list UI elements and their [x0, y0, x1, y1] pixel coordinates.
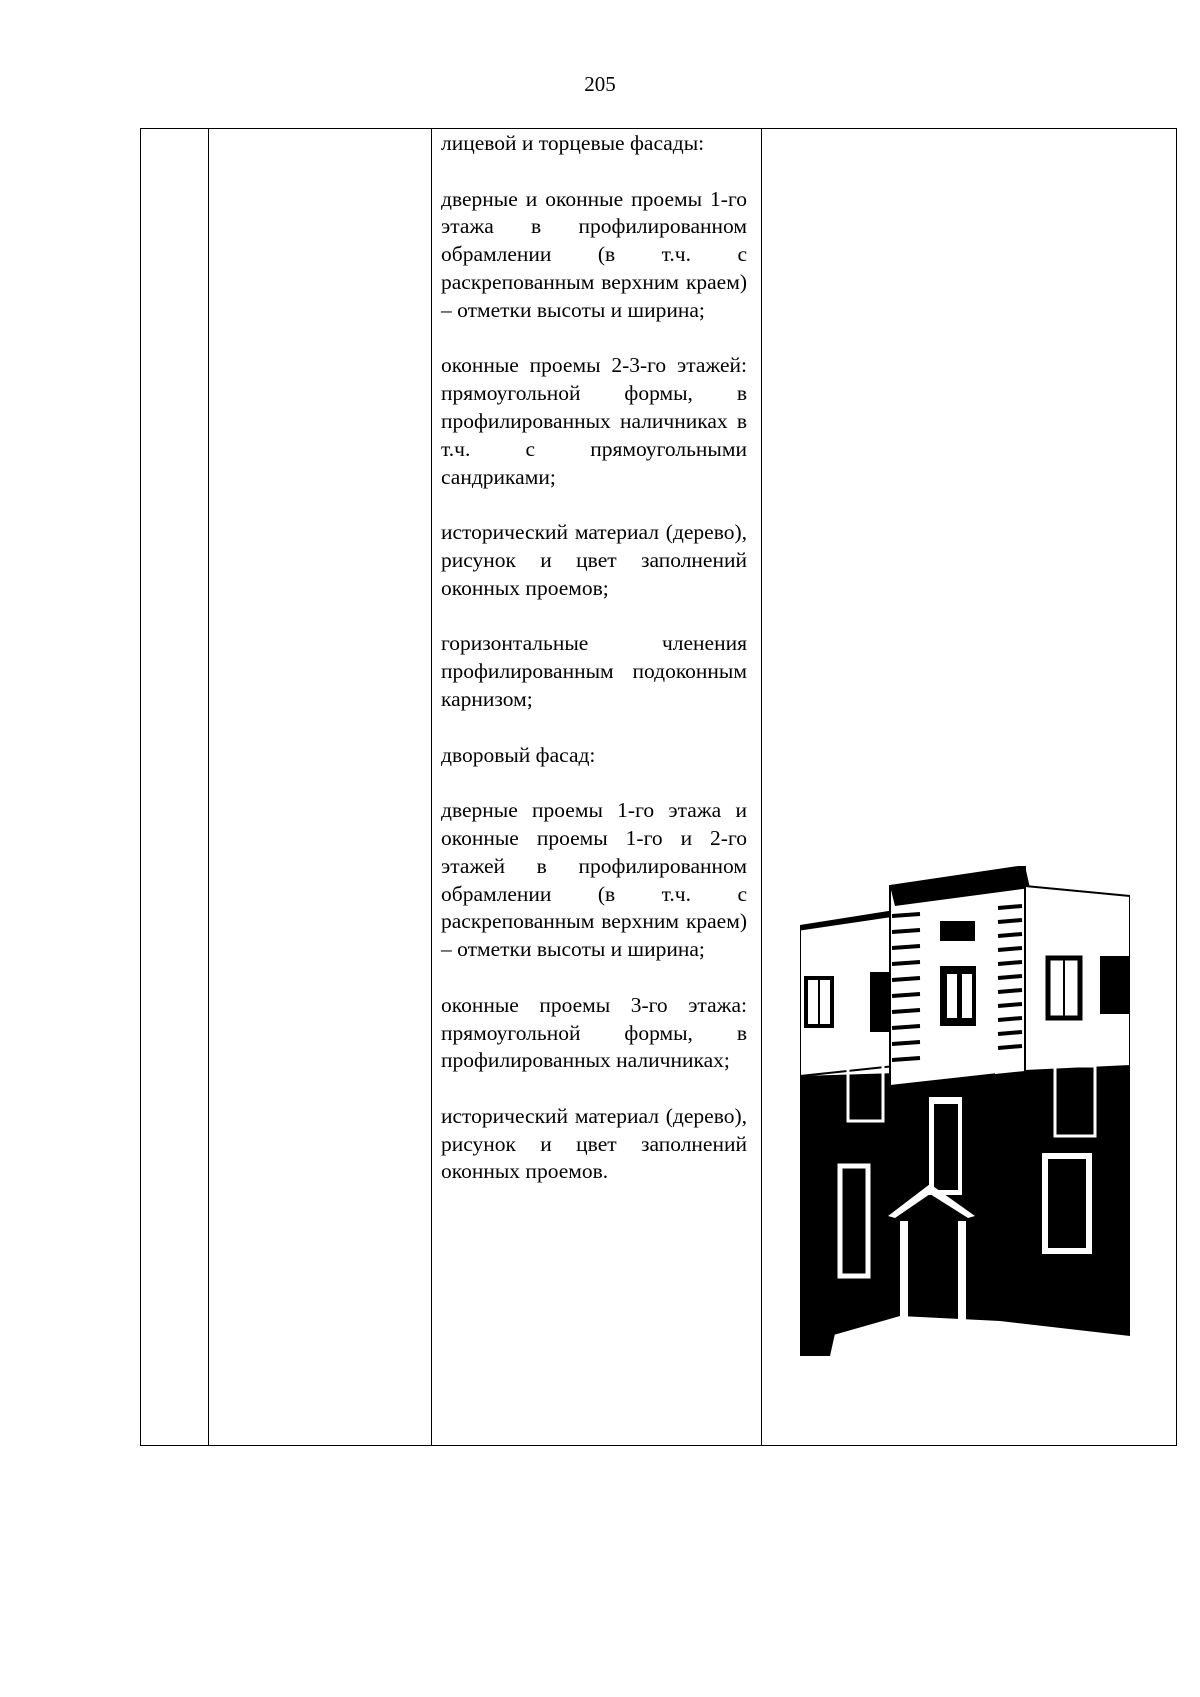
- paragraph: горизонтальные членения профилированным подоконным карнизом;: [441, 631, 747, 711]
- subject-of-protection-text: [441, 130, 747, 1214]
- cell-object-name: [209, 129, 431, 1445]
- building-facade-photo: [800, 866, 1130, 1356]
- paragraph: дворовый фасад:: [441, 742, 596, 767]
- cell-number: [141, 129, 207, 1445]
- paragraph: дверные и оконные проемы 1-го этажа в профилированном обрамлении (в т.ч. с раскрепованным верхним краем) – отметки высоты и ширина;: [441, 186, 747, 322]
- column-divider-2: [431, 129, 432, 1445]
- paragraph: исторический материал (дерево), рисунок и цвет заполнений оконных проемов.: [441, 1103, 747, 1184]
- page-number: 205: [584, 72, 616, 96]
- paragraph: оконные проемы 3-го этажа: прямоугольной формы, в профилированных наличниках;: [441, 992, 747, 1073]
- paragraph: исторический материал (дерево), рисунок и цвет заполнений оконных проемов;: [441, 520, 747, 600]
- column-divider-3: [761, 129, 762, 1445]
- paragraph: лицевой и торцевые фасады:: [441, 131, 705, 155]
- paragraph: оконные проемы 2-3-го этажей: прямоугольной формы, в профилированных наличниках в т.ч. с прямоугольными сандриками;: [441, 353, 747, 489]
- paragraph: дверные проемы 1-го этажа и оконные проемы 1-го и 2-го этажей в профилированном обрамлении (в т.ч. с раскрепованным верхним краем) – отметки высоты и ширина;: [441, 798, 747, 962]
